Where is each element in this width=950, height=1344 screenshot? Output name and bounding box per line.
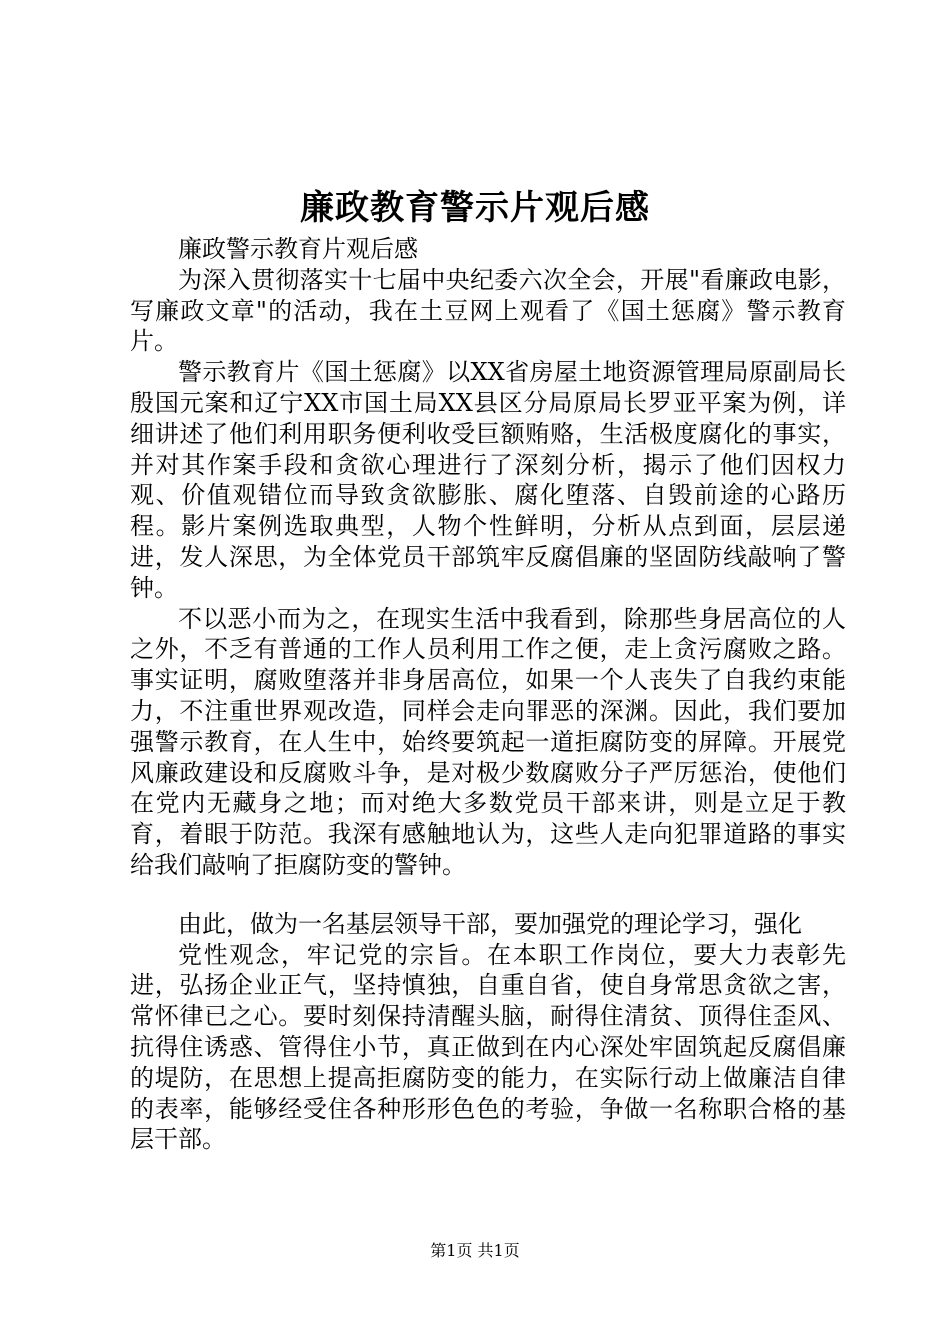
paragraph-resolution: 党性观念，牢记党的宗旨。在本职工作岗位，要大力表彰先进，弘扬企业正气，坚持慎独，自重自省，使自身常思贪欲之害，常怀律已之心。要时刻保持清醒头脑，耐得住清贫、顶得住歪风、抗得住诱惑、管得住小节，真正做到在内心深处牢固筑起反腐倡廉的堤防，在思想上提高拒腐防变的能力，在实际行动上做廉洁自律的表率，能够经受住各种形形色色的考验，争做一名称职合格的基层干部。 bbox=[130, 940, 846, 1154]
document-body bbox=[130, 234, 846, 1155]
page-footer: 第1页 共1页 bbox=[430, 1241, 520, 1260]
paragraph-reflection: 不以恶小而为之，在现实生活中我看到，除那些身居高位的人之外，不乏有普通的工作人员利用工作之便，走上贪污腐败之路。事实证明，腐败堕落并非身居高位，如果一个人丧失了自我约束能力，不注重世界观改造，同样会走向罪恶的深渊。因此，我们要加强警示教育，在人生中，始终要筑起一道拒腐防变的屏障。开展党风廉政建设和反腐败斗争，是对极少数腐败分子严厉惩治，使他们在党内无藏身之地；而对绝大多数党员干部来讲，则是立足于教育，着眼于防范。我深有感触地认为，这些人走向犯罪道路的事实给我们敲响了拒腐防变的警钟。 bbox=[130, 604, 846, 879]
document-title: 廉政教育警示片观后感 bbox=[300, 188, 650, 228]
paragraph-subtitle: 廉政警示教育片观后感 bbox=[178, 235, 418, 263]
paragraph-film-summary: 警示教育片《国土惩腐》以XX省房屋土地资源管理局原副局长殷国元案和辽宁XX市国土局XX县区分局原局长罗亚平案为例，详细讲述了他们利用职务便利收受巨额贿赂，生活极度腐化的事实，并对其作案手段和贪欲心理进行了深刻分析，揭示了他们因权力观、价值观错位而导致贪欲膨胀、腐化堕落、自毁前途的心路历程。影片案例选取典型，人物个性鲜明，分析从点到面，层层递进，发人深思，为全体党员干部筑牢反腐倡廉的坚固防线敲响了警钟。 bbox=[130, 358, 846, 602]
paragraph-resolution-start: 由此，做为一名基层领导干部，要加强党的理论学习，强化 bbox=[178, 909, 802, 938]
paragraph-intro: 为深入贯彻落实十七届中央纪委六次全会，开展"看廉政电影，写廉政文章"的活动，我在土豆网上观看了《国土惩腐》警示教育片。 bbox=[130, 265, 846, 356]
